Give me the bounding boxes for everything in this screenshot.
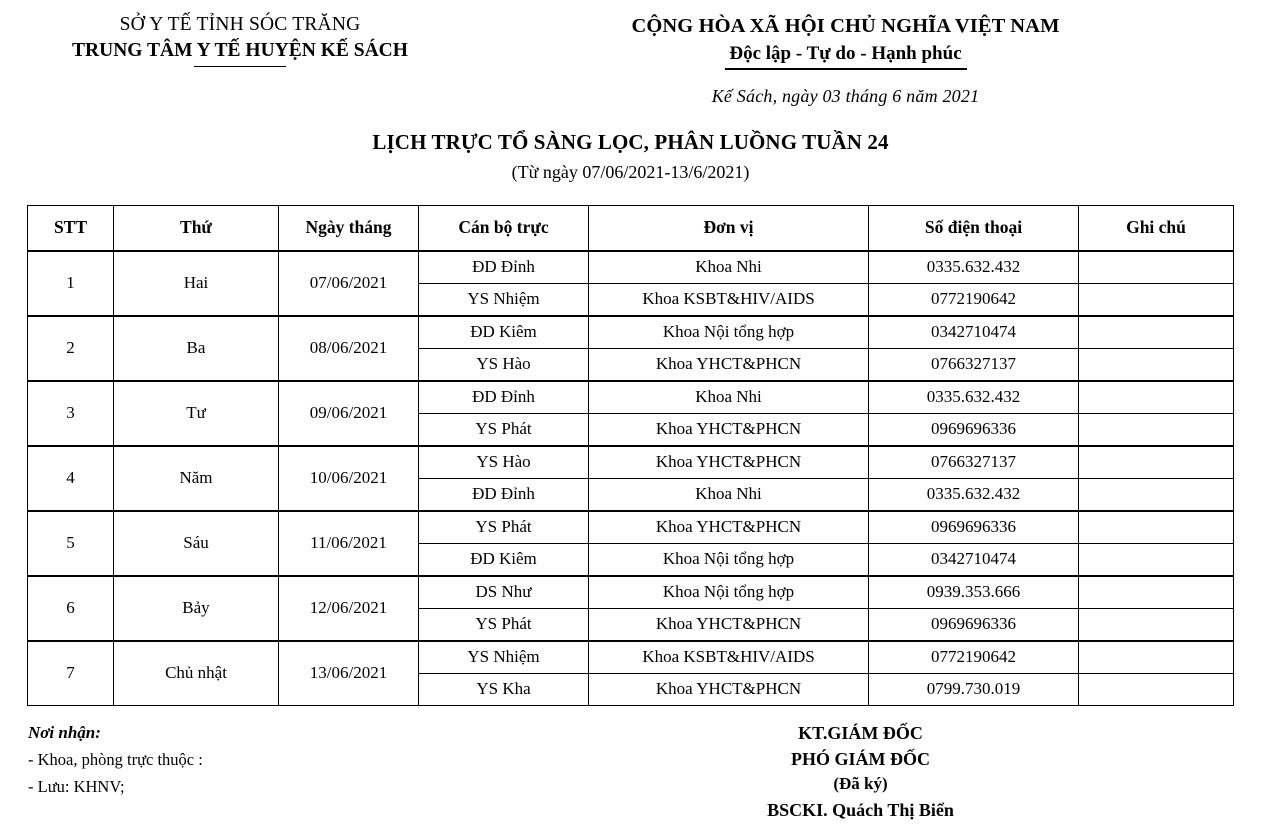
cell-staff: YS Hào: [419, 348, 589, 381]
table-body: [28, 251, 1234, 706]
cell-staff: DS Như: [419, 576, 589, 609]
cell-note: [1079, 251, 1234, 284]
title-block: [0, 129, 1261, 185]
cell-ngay: 09/06/2021: [279, 381, 419, 446]
cell-unit: Khoa YHCT&PHCN: [589, 446, 869, 479]
country-name: CỘNG HÒA XÃ HỘI CHỦ NGHĨA VIỆT NAM: [631, 15, 1060, 37]
cell-unit: Khoa Nội tổng hợp: [589, 316, 869, 349]
table-row: [28, 251, 1234, 284]
cell-unit: Khoa YHCT&PHCN: [589, 673, 869, 705]
column-header-thu: Thứ: [114, 205, 279, 251]
document-title: LỊCH TRỰC TỔ SÀNG LỌC, PHÂN LUỒNG TUẦN 24: [372, 130, 889, 155]
cell-stt: 3: [28, 381, 114, 446]
cell-staff: ĐD Đỉnh: [419, 381, 589, 414]
schedule-table-container: [0, 205, 1261, 706]
cell-unit: Khoa Nhi: [589, 251, 869, 284]
document-header: [0, 0, 1261, 107]
cell-staff: YS Nhiệm: [419, 641, 589, 674]
cell-note: [1079, 446, 1234, 479]
document-date-range: (Từ ngày 07/06/2021-13/6/2021): [511, 162, 750, 183]
cell-phone: 0335.632.432: [869, 251, 1079, 284]
cell-unit: Khoa Nội tổng hợp: [589, 543, 869, 576]
cell-thu: Tư: [114, 381, 279, 446]
cell-staff: ĐD Đỉnh: [419, 251, 589, 284]
cell-unit: Khoa Nội tổng hợp: [589, 576, 869, 609]
cell-unit: Khoa Nhi: [589, 478, 869, 511]
cell-phone: 0772190642: [869, 641, 1079, 674]
cell-phone: 0799.730.019: [869, 673, 1079, 705]
national-heading-block: [470, 12, 1261, 107]
duty-schedule-table: [27, 205, 1234, 706]
cell-phone: 0969696336: [869, 413, 1079, 446]
cell-ngay: 08/06/2021: [279, 316, 419, 381]
recipients-list: [28, 746, 588, 800]
recipient-item: - Lưu: KHNV;: [28, 777, 125, 797]
cell-staff: YS Hào: [419, 446, 589, 479]
cell-phone: 0772190642: [869, 283, 1079, 316]
document-footer: [0, 720, 1261, 823]
column-header-canbo: Cán bộ trực: [419, 205, 589, 251]
cell-stt: 2: [28, 316, 114, 381]
cell-note: [1079, 316, 1234, 349]
cell-note: [1079, 283, 1234, 316]
cell-note: [1079, 478, 1234, 511]
signer-role-secondary: PHÓ GIÁM ĐỐC: [791, 748, 930, 769]
department-name: SỞ Y TẾ TỈNH SÓC TRĂNG: [119, 14, 361, 35]
cell-phone: 0335.632.432: [869, 381, 1079, 414]
national-motto-underline: [725, 68, 967, 70]
cell-note: [1079, 413, 1234, 446]
table-row: [28, 381, 1234, 414]
cell-phone: 0766327137: [869, 348, 1079, 381]
cell-staff: YS Phát: [419, 511, 589, 544]
issuing-authority-block: [0, 12, 470, 107]
table-row: [28, 511, 1234, 544]
signature-block: [588, 720, 1233, 823]
cell-note: [1079, 608, 1234, 641]
cell-phone: 0342710474: [869, 543, 1079, 576]
cell-unit: Khoa YHCT&PHCN: [589, 348, 869, 381]
table-row: [28, 446, 1234, 479]
column-header-ghichu: Ghi chú: [1079, 205, 1234, 251]
cell-note: [1079, 543, 1234, 576]
cell-note: [1079, 348, 1234, 381]
cell-note: [1079, 641, 1234, 674]
cell-note: [1079, 673, 1234, 705]
cell-staff: YS Phát: [419, 608, 589, 641]
center-name: TRUNG TÂM Y TẾ HUYỆN KẾ SÁCH: [72, 40, 408, 62]
cell-phone: 0335.632.432: [869, 478, 1079, 511]
cell-thu: Bảy: [114, 576, 279, 641]
cell-staff: YS Kha: [419, 673, 589, 705]
cell-ngay: 13/06/2021: [279, 641, 419, 706]
cell-stt: 4: [28, 446, 114, 511]
recipient-item: - Khoa, phòng trực thuộc :: [28, 750, 203, 770]
cell-ngay: 12/06/2021: [279, 576, 419, 641]
column-header-ngay: Ngày tháng: [279, 205, 419, 251]
cell-staff: ĐD Kiêm: [419, 316, 589, 349]
cell-thu: Sáu: [114, 511, 279, 576]
cell-unit: Khoa YHCT&PHCN: [589, 413, 869, 446]
cell-staff: ĐD Kiêm: [419, 543, 589, 576]
recipients-block: [28, 720, 588, 823]
national-motto: Độc lập - Tự do - Hạnh phúc: [729, 42, 962, 64]
cell-staff: YS Phát: [419, 413, 589, 446]
cell-phone: 0342710474: [869, 316, 1079, 349]
cell-ngay: 11/06/2021: [279, 511, 419, 576]
cell-phone: 0969696336: [869, 608, 1079, 641]
cell-unit: Khoa YHCT&PHCN: [589, 608, 869, 641]
cell-unit: Khoa Nhi: [589, 381, 869, 414]
cell-ngay: 10/06/2021: [279, 446, 419, 511]
cell-thu: Chủ nhật: [114, 641, 279, 706]
cell-stt: 7: [28, 641, 114, 706]
center-name-underline: [194, 66, 286, 68]
signer-role-primary: KT.GIÁM ĐỐC: [798, 722, 923, 743]
cell-ngay: 07/06/2021: [279, 251, 419, 316]
cell-note: [1079, 511, 1234, 544]
column-header-stt: STT: [28, 205, 114, 251]
cell-staff: YS Nhiệm: [419, 283, 589, 316]
table-row: [28, 316, 1234, 349]
cell-unit: Khoa KSBT&HIV/AIDS: [589, 641, 869, 674]
column-header-donvi: Đơn vị: [589, 205, 869, 251]
column-header-sdt: Số điện thoại: [869, 205, 1079, 251]
cell-stt: 5: [28, 511, 114, 576]
cell-stt: 6: [28, 576, 114, 641]
cell-thu: Ba: [114, 316, 279, 381]
cell-thu: Năm: [114, 446, 279, 511]
cell-phone: 0766327137: [869, 446, 1079, 479]
table-header-row: [28, 205, 1234, 251]
cell-stt: 1: [28, 251, 114, 316]
cell-thu: Hai: [114, 251, 279, 316]
cell-staff: ĐD Đỉnh: [419, 478, 589, 511]
recipients-title: Nơi nhận:: [28, 722, 101, 742]
table-row: [28, 576, 1234, 609]
table-header: [28, 205, 1234, 251]
cell-phone: 0939.353.666: [869, 576, 1079, 609]
cell-unit: Khoa KSBT&HIV/AIDS: [589, 283, 869, 316]
signed-marker: (Đã ký): [833, 773, 888, 793]
cell-note: [1079, 576, 1234, 609]
cell-note: [1079, 381, 1234, 414]
signer-name: BSCKI. Quách Thị Biển: [767, 799, 954, 820]
cell-phone: 0969696336: [869, 511, 1079, 544]
cell-unit: Khoa YHCT&PHCN: [589, 511, 869, 544]
place-and-date: Kế Sách, ngày 03 tháng 6 năm 2021: [711, 86, 980, 107]
table-row: [28, 641, 1234, 674]
